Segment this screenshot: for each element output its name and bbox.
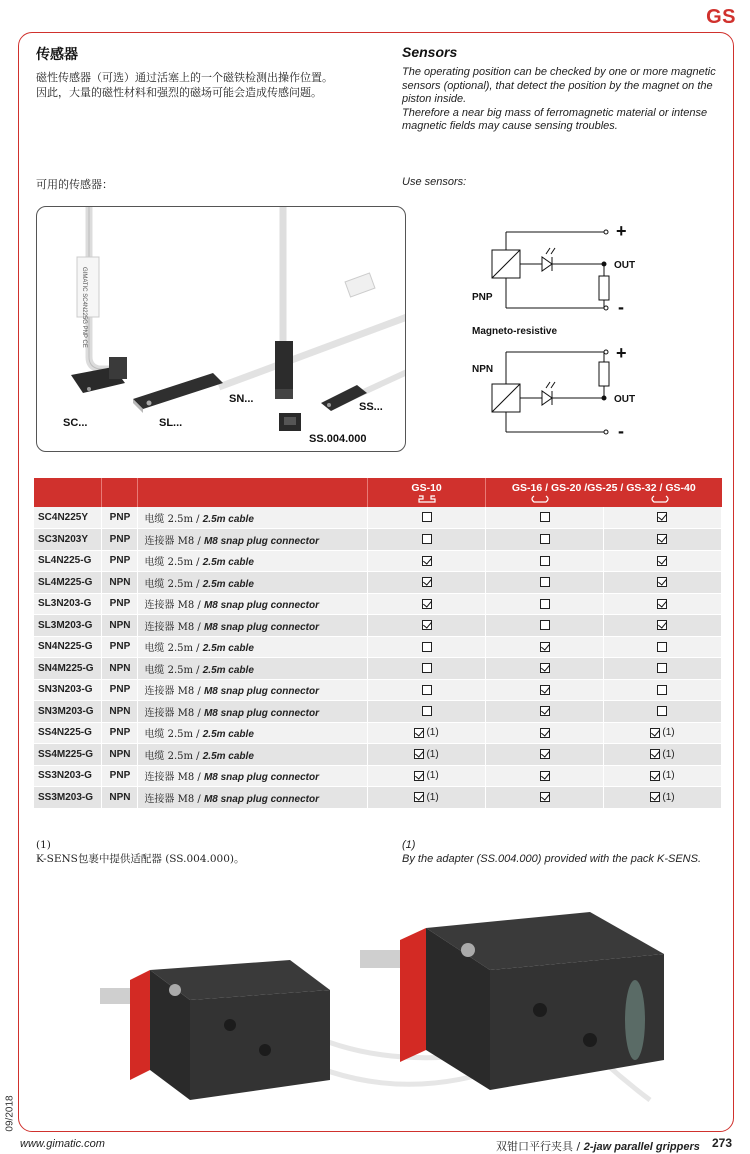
compat-cell-gs10 — [368, 744, 486, 766]
checked-box-icon — [540, 771, 550, 781]
compat-cell-gs10 — [368, 765, 486, 787]
adapter-part — [279, 413, 301, 431]
checked-box-icon — [540, 792, 550, 802]
sensor-type: NPN — [102, 701, 138, 723]
description-zh: 电缆 2.5m / — [144, 514, 203, 525]
footnote-en-marker: (1) — [402, 839, 416, 851]
description-zh: 电缆 2.5m / — [144, 557, 203, 569]
footer-title — [496, 1138, 700, 1154]
footer-title-en: 2-jaw parallel grippers — [583, 1141, 700, 1153]
checked-box-icon — [650, 749, 660, 759]
sensor-code: SC3N203Y — [34, 529, 102, 551]
empty-box-icon — [540, 512, 550, 522]
description-zh: 电缆 2.5m / — [144, 664, 203, 676]
description-zh: 电缆 2.5m / — [144, 643, 203, 655]
header-type — [102, 478, 138, 507]
sensor-description — [138, 572, 368, 594]
compat-cell-gs10 — [368, 722, 486, 744]
sensor-type: PNP — [102, 529, 138, 551]
sensor-description — [138, 722, 368, 744]
sensor-code: SL3M203-G — [34, 615, 102, 637]
sensor-code: SN4M225-G — [34, 658, 102, 680]
sensors-intro-zh — [36, 44, 376, 100]
compat-cell-right — [603, 722, 721, 744]
compat-cell-mid — [486, 679, 604, 701]
description-zh: 连接器 M8 / — [144, 686, 204, 698]
compat-cell-mid — [486, 615, 604, 637]
footer-date: 09/2018 — [4, 1095, 16, 1132]
compat-cell-gs10 — [368, 507, 486, 529]
label-adapter: SS.004.000 — [309, 433, 367, 445]
gs10-slot-icon — [417, 495, 437, 504]
compat-cell-right — [603, 507, 721, 529]
table-row — [34, 787, 722, 809]
table-row — [34, 507, 722, 529]
table-row — [34, 550, 722, 572]
description-en: 2.5m cable — [202, 514, 254, 525]
empty-box-icon — [422, 685, 432, 695]
checked-box-icon — [540, 685, 550, 695]
description-en: M8 snap plug connector — [203, 686, 319, 698]
checked-box-icon — [414, 792, 424, 802]
sensor-printed-text: GIMATIC SC4N225G PNP CE — [81, 267, 87, 348]
sensor-description — [138, 787, 368, 809]
table-row — [34, 658, 722, 680]
paragraph-en-2: Therefore a near big mass of ferromagnetic material or intense magnetic fields may cause sensing troubles. — [402, 106, 708, 132]
checked-box-icon — [650, 728, 660, 738]
compat-cell-mid — [486, 572, 604, 594]
header-description — [138, 478, 368, 507]
footnote-en-text: By the adapter (SS.004.000) provided with the pack K-SENS. — [402, 853, 701, 865]
sensor-type: NPN — [102, 744, 138, 766]
small-gripper — [100, 960, 330, 1100]
large-gripper — [360, 912, 664, 1090]
brand-tag: GS — [706, 6, 736, 28]
description-zh: 电缆 2.5m / — [144, 578, 203, 590]
compat-cell-mid — [486, 593, 604, 615]
wiring-diagrams — [466, 212, 646, 452]
use-sensors-label-en: Use sensors: — [402, 176, 467, 188]
gripper-product-photo — [90, 900, 690, 1120]
gs16-40-slot-icons — [504, 495, 704, 504]
sensor-type: NPN — [102, 787, 138, 809]
description-en: M8 snap plug connector — [203, 772, 319, 784]
compat-cell-gs10 — [368, 593, 486, 615]
npn-minus: - — [618, 421, 624, 441]
sensor-code: SL4M225-G — [34, 572, 102, 594]
compat-cell-right — [603, 679, 721, 701]
compat-cell-right — [603, 658, 721, 680]
compat-cell-right — [603, 701, 721, 723]
heading-zh: 传感器 — [36, 47, 78, 63]
empty-box-icon — [540, 599, 550, 609]
compat-cell-gs10 — [368, 572, 486, 594]
compat-cell-mid — [486, 507, 604, 529]
table-row — [34, 593, 722, 615]
empty-box-icon — [422, 706, 432, 716]
sensor-description — [138, 636, 368, 658]
compat-cell-mid — [486, 658, 604, 680]
header-code — [34, 478, 102, 507]
compat-cell-gs10 — [368, 701, 486, 723]
pnp-label: PNP — [472, 292, 493, 303]
sensor-type: PNP — [102, 636, 138, 658]
sensors-intro-en — [402, 44, 722, 134]
compat-cell-right — [603, 636, 721, 658]
compat-cell-right — [603, 787, 721, 809]
footnote-en — [402, 838, 701, 866]
label-sn: SN... — [229, 393, 254, 405]
compat-cell-gs10 — [368, 787, 486, 809]
empty-box-icon — [422, 534, 432, 544]
description-en: M8 snap plug connector — [203, 707, 319, 719]
checked-box-icon — [422, 620, 432, 630]
sensor-compatibility-table — [34, 478, 722, 809]
description-en: M8 snap plug connector — [203, 600, 319, 612]
pnp-out: OUT — [614, 260, 636, 271]
compat-cell-right — [603, 615, 721, 637]
pnp-plus: + — [616, 221, 627, 241]
empty-box-icon — [422, 642, 432, 652]
description-en: 2.5m cable — [202, 643, 254, 655]
description-zh: 连接器 M8 / — [144, 793, 204, 805]
empty-box-icon — [657, 642, 667, 652]
sensor-code: SL3N203-G — [34, 593, 102, 615]
paragraph-zh-1: 磁性传感器（可选）通过活塞上的一个磁铁检测出操作位置。 — [36, 71, 333, 84]
sensor-type: PNP — [102, 765, 138, 787]
sensor-description — [138, 744, 368, 766]
compat-cell-mid — [486, 529, 604, 551]
checked-box-icon — [650, 771, 660, 781]
page-number: 273 — [712, 1136, 733, 1150]
checked-box-icon — [657, 556, 667, 566]
compat-cell-right — [603, 550, 721, 572]
sensor-code: SN3N203-G — [34, 679, 102, 701]
description-en: M8 snap plug connector — [203, 535, 319, 547]
compat-cell-right — [603, 765, 721, 787]
table-row — [34, 529, 722, 551]
footnote-ref: (1) — [426, 748, 439, 760]
sensor-code: SS3M203-G — [34, 787, 102, 809]
table-row — [34, 744, 722, 766]
table-row — [34, 615, 722, 637]
header-gs10-label: GS-10 — [411, 481, 442, 494]
sensor-code: SS4M225-G — [34, 744, 102, 766]
checked-box-icon — [657, 620, 667, 630]
header-gs16-40-label: GS-16 / GS-20 /GS-25 / GS-32 / GS-40 — [511, 481, 696, 494]
sensor-code: SC4N225Y — [34, 507, 102, 529]
description-en: 2.5m cable — [202, 578, 254, 590]
description-en: M8 snap plug connector — [203, 793, 319, 805]
table-row — [34, 572, 722, 594]
description-zh: 连接器 M8 / — [144, 772, 204, 784]
label-sc: SC... — [63, 417, 88, 429]
footnote-zh-marker: (1) — [36, 839, 51, 851]
sensor-type: PNP — [102, 550, 138, 572]
compat-cell-mid — [486, 701, 604, 723]
compat-cell-gs10 — [368, 636, 486, 658]
footnote-ref: (1) — [426, 770, 439, 782]
label-ss: SS... — [359, 401, 383, 413]
description-en: 2.5m cable — [202, 664, 254, 676]
header-gs16-40 — [486, 478, 722, 507]
compat-cell-mid — [486, 744, 604, 766]
sensor-description — [138, 765, 368, 787]
sensor-description — [138, 615, 368, 637]
checked-box-icon — [422, 599, 432, 609]
table-row — [34, 636, 722, 658]
checked-box-icon — [414, 749, 424, 759]
checked-box-icon — [414, 771, 424, 781]
sensor-description — [138, 550, 368, 572]
pnp-diagram — [492, 230, 609, 310]
sensor-type: NPN — [102, 615, 138, 637]
sensor-type: NPN — [102, 658, 138, 680]
description-en: M8 snap plug connector — [203, 621, 319, 633]
description-zh: 电缆 2.5m / — [144, 750, 203, 762]
description-zh: 电缆 2.5m / — [144, 729, 203, 741]
description-zh: 连接器 M8 / — [144, 535, 204, 547]
checked-box-icon — [422, 556, 432, 566]
sensor-description — [138, 679, 368, 701]
checked-box-icon — [657, 577, 667, 587]
checked-box-icon — [657, 512, 667, 522]
sensor-code: SS3N203-G — [34, 765, 102, 787]
compat-cell-gs10 — [368, 550, 486, 572]
table-row — [34, 722, 722, 744]
table-row — [34, 679, 722, 701]
sensor-code: SN3M203-G — [34, 701, 102, 723]
sensor-type: PNP — [102, 722, 138, 744]
checked-box-icon — [540, 706, 550, 716]
sensors-photo — [36, 206, 406, 452]
compat-cell-gs10 — [368, 679, 486, 701]
empty-box-icon — [657, 706, 667, 716]
checked-box-icon — [414, 728, 424, 738]
description-zh: 连接器 M8 / — [144, 621, 204, 633]
description-zh: 连接器 M8 / — [144, 600, 204, 612]
footnote-ref: (1) — [662, 727, 675, 739]
empty-box-icon — [657, 685, 667, 695]
compat-cell-mid — [486, 765, 604, 787]
compat-cell-right — [603, 529, 721, 551]
sensor-description — [138, 701, 368, 723]
compat-cell-gs10 — [368, 658, 486, 680]
sensor-type: PNP — [102, 679, 138, 701]
use-sensors-label-zh: 可用的传感器： — [36, 178, 113, 191]
npn-out: OUT — [614, 394, 636, 405]
checked-box-icon — [540, 663, 550, 673]
sc-sensor — [71, 257, 127, 393]
sl-sensor — [133, 373, 223, 413]
checked-box-icon — [540, 749, 550, 759]
checked-box-icon — [540, 642, 550, 652]
checked-box-icon — [657, 534, 667, 544]
checked-box-icon — [650, 792, 660, 802]
empty-box-icon — [540, 577, 550, 587]
empty-box-icon — [422, 663, 432, 673]
empty-box-icon — [540, 620, 550, 630]
paragraph-zh-2: 因此，大量的磁性材料和强烈的磁场可能会造成传感问题。 — [36, 86, 322, 99]
sensor-description — [138, 593, 368, 615]
checked-box-icon — [540, 728, 550, 738]
description-en: 2.5m cable — [202, 557, 254, 569]
compat-cell-gs10 — [368, 529, 486, 551]
sensor-description — [138, 529, 368, 551]
sensor-code: SN4N225-G — [34, 636, 102, 658]
table-row — [34, 765, 722, 787]
compat-cell-gs10 — [368, 615, 486, 637]
footnote-ref: (1) — [662, 770, 675, 782]
description-en: 2.5m cable — [202, 729, 254, 741]
footer-title-zh: 双钳口平行夹具 / — [496, 1140, 584, 1153]
table-header-row — [34, 478, 722, 507]
description-zh: 连接器 M8 / — [144, 707, 204, 719]
table-row — [34, 701, 722, 723]
magneto-label: Magneto-resistive — [472, 326, 558, 337]
compat-cell-mid — [486, 550, 604, 572]
footnote-zh-text: K-SENS包裹中提供适配器 (SS.004.000)。 — [36, 853, 245, 865]
sensor-code: SS4N225-G — [34, 722, 102, 744]
sensor-type: NPN — [102, 572, 138, 594]
footnote-zh — [36, 838, 244, 866]
sn-sensor — [275, 341, 293, 399]
description-en: 2.5m cable — [202, 750, 254, 762]
footnote-ref: (1) — [662, 748, 675, 760]
footnote-ref: (1) — [426, 791, 439, 803]
compat-cell-right — [603, 572, 721, 594]
npn-label: NPN — [472, 364, 494, 375]
sensor-type: PNP — [102, 593, 138, 615]
empty-box-icon — [540, 556, 550, 566]
compat-cell-mid — [486, 787, 604, 809]
checked-box-icon — [422, 577, 432, 587]
checked-box-icon — [657, 599, 667, 609]
header-gs10 — [368, 478, 486, 507]
compat-cell-mid — [486, 636, 604, 658]
label-sl: SL... — [159, 417, 183, 429]
footnote-ref: (1) — [662, 791, 675, 803]
sensors-illustration — [37, 207, 406, 452]
footer-url[interactable]: www.gimatic.com — [20, 1138, 105, 1150]
sensor-description — [138, 507, 368, 529]
empty-box-icon — [540, 534, 550, 544]
compat-cell-right — [603, 593, 721, 615]
sensor-type: PNP — [102, 507, 138, 529]
sensor-description — [138, 658, 368, 680]
empty-box-icon — [657, 663, 667, 673]
empty-box-icon — [422, 512, 432, 522]
npn-diagram — [492, 350, 609, 434]
pnp-minus: - — [618, 297, 624, 317]
npn-plus: + — [616, 343, 627, 363]
heading-en: Sensors — [402, 44, 458, 60]
sensor-code: SL4N225-G — [34, 550, 102, 572]
footnote-ref: (1) — [426, 727, 439, 739]
compat-cell-right — [603, 744, 721, 766]
compat-cell-mid — [486, 722, 604, 744]
paragraph-en-1: The operating position can be checked by one or more magnetic sensors (optional), that detect the position by the magnet on the piston inside. — [402, 66, 716, 105]
